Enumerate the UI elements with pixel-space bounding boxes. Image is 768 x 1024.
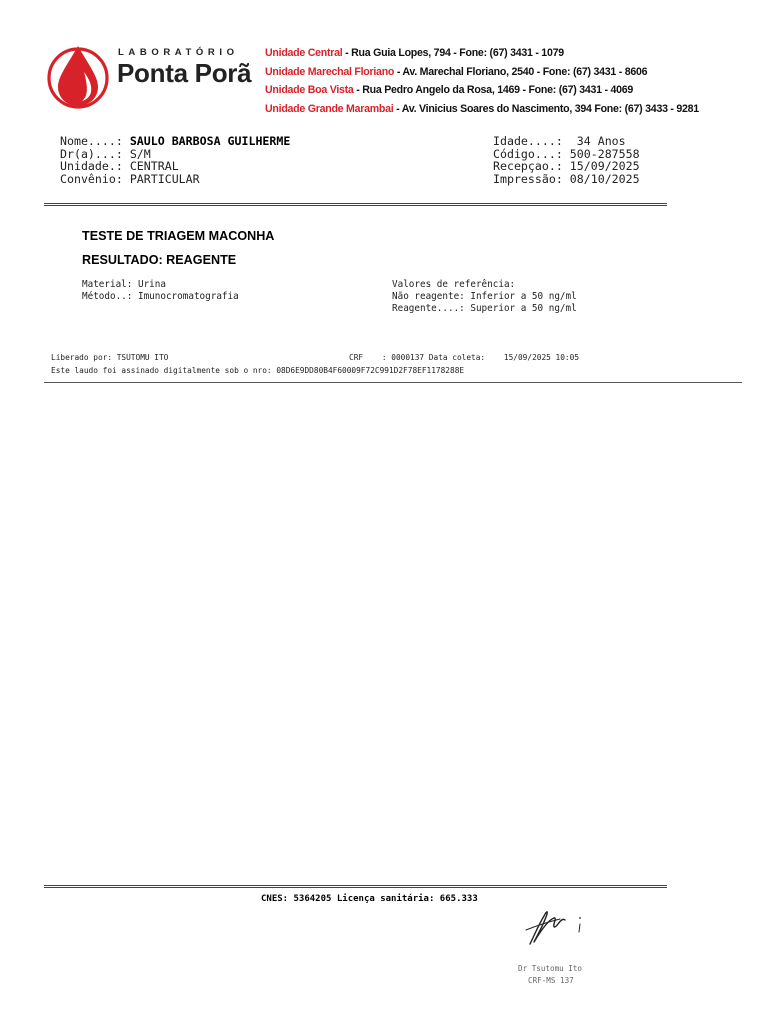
unit-detail: - Av. Vinicius Soares do Nascimento, 394 Fone: (67) 3433 - 9281 (393, 102, 699, 115)
cnes-license: CNES: 5364205 Licença sanitária: 665.333 (261, 894, 478, 904)
ref-title: Valores de referência: (392, 279, 516, 290)
unit-name: Unidade Grande Marambai (265, 102, 394, 115)
exam-method-block (82, 279, 239, 303)
exam-title: TESTE DE TRIAGEM MACONHA (82, 229, 275, 243)
convenio-label: Convênio: (60, 171, 123, 186)
patient-info-left (60, 135, 290, 185)
section-divider (44, 382, 742, 383)
recepcao: 15/09/2025 (569, 159, 640, 174)
digital-signature-note: Este laudo foi assinado digitalmente sob o nro: 08D6E9DD80B4F60009F72C991D2F78EF1178288E (51, 366, 465, 375)
ref-reagente: Reagente....: Superior a 50 ng/ml (392, 303, 577, 315)
lab-word: LABORATÓRIO (118, 47, 239, 58)
unit-detail: - Rua Pedro Angelo da Rosa, 1469 - Fone: (67) 3431 - 4069 (353, 84, 634, 96)
signature-image (522, 902, 594, 950)
double-divider (44, 203, 667, 206)
codigo-label: Código...: (493, 146, 563, 161)
lab-logo-drop-icon (46, 42, 110, 110)
unit-line (265, 63, 699, 82)
dr-label: Dr(a)...: (60, 146, 123, 161)
unit-detail: - Rua Guia Lopes, 794 - Fone: (67) 3431 - 1079 (342, 47, 564, 59)
patient-name: SAULO BARBOSA GUILHERME (129, 134, 291, 148)
codigo: 500-287558 (569, 146, 640, 161)
released-by: Liberado por: TSUTOMU ITO (51, 353, 169, 362)
convenio: PARTICULAR (129, 171, 200, 186)
material: Material: Urina (82, 279, 166, 290)
unit-line (265, 100, 699, 119)
ref-nao-reagente: Não reagente: Inferior a 50 ng/ml (392, 291, 577, 303)
unit-detail: - Av. Marechal Floriano, 2540 - Fone: (67) 3431 - 8606 (394, 65, 648, 78)
unidade-label: Unidade.: (60, 159, 123, 174)
recepcao-label: Recepçao.: (493, 159, 563, 174)
unit-name: Unidade Marechal Floriano (265, 65, 395, 78)
unit-line (265, 44, 699, 63)
reference-values (392, 279, 577, 316)
unit-name: Unidade Central (265, 47, 343, 59)
nome-label: Nome....: (60, 134, 123, 148)
metodo: Método..: Imunocromatografia (82, 291, 239, 303)
signer-name: Dr Tsutomu Ito (518, 964, 583, 973)
impressao: 08/10/2025 (569, 171, 640, 186)
idade-label: Idade....: (493, 134, 563, 148)
exam-result: RESULTADO: REAGENTE (82, 253, 237, 267)
doctor: S/M (129, 146, 151, 161)
unit-name: Unidade Boa Vista (265, 84, 354, 96)
patient-info-right (493, 135, 640, 185)
crf-and-collection: CRF : 0000137 Data coleta: 15/09/2025 10:05 (349, 353, 580, 362)
lab-name: Ponta Porã (117, 58, 252, 88)
footer-double-divider (44, 885, 667, 888)
unit-line (265, 81, 699, 100)
signer-crf: CRF-MS 137 (528, 976, 574, 985)
unit-list (265, 44, 699, 118)
idade: 34 Anos (576, 134, 626, 148)
unidade: CENTRAL (129, 159, 179, 174)
impressao-label: Impressão: (493, 171, 563, 186)
